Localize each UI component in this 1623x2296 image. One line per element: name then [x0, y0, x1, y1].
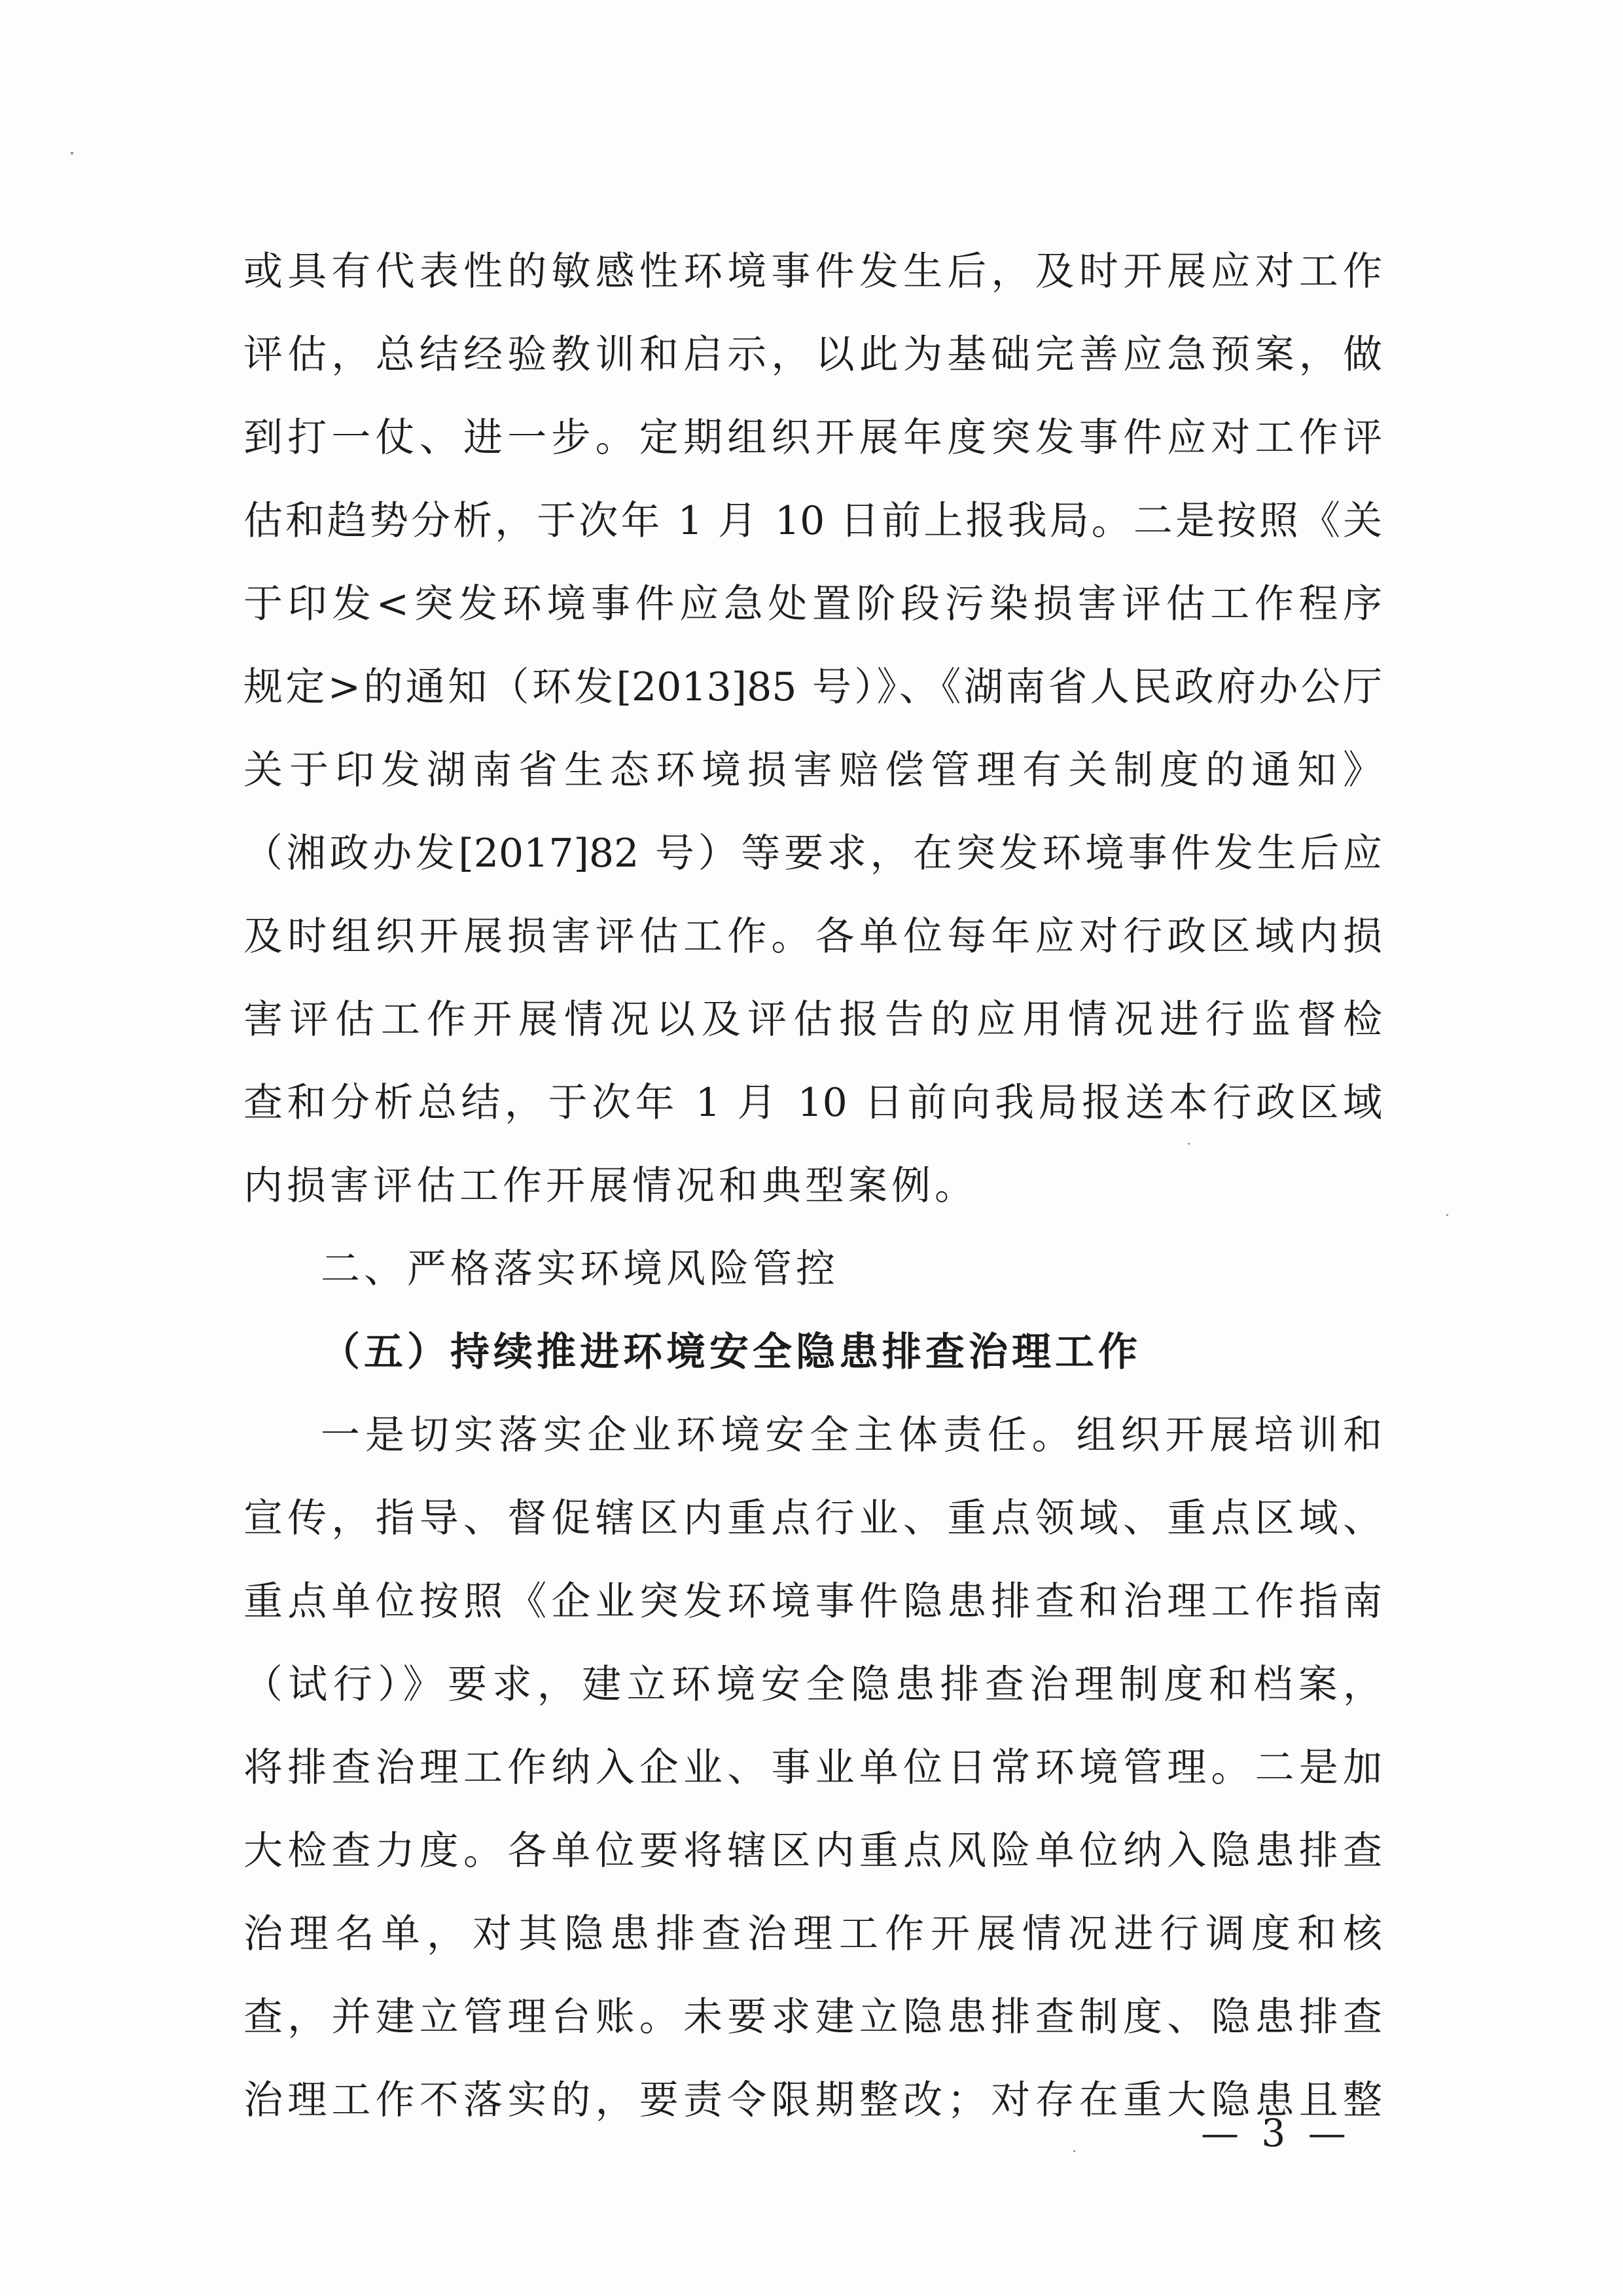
body-line-11: 查和分析总结，于次年 1 月 10 日前向我局报送本行政区域 — [243, 1080, 1382, 1126]
body-line-6: 规定>的通知（环发[2013]85 号）》、《湖南省人民政府办公厅 — [243, 664, 1382, 710]
body2-line-8: 查，并建立管理台账。未要求建立隐患排查制度、隐患排查 — [243, 1994, 1382, 2040]
body-line-1: 或具有代表性的敏感性环境事件发生后，及时开展应对工作 — [243, 249, 1382, 295]
body-line-7: 关于印发湖南省生态环境损害赔偿管理有关制度的通知》 — [243, 747, 1382, 793]
scan-speck — [1446, 1214, 1448, 1216]
body-line-5: 于印发<突发环境事件应急处置阶段污染损害评估工作程序 — [243, 581, 1382, 627]
body2-line-1: 一是切实落实企业环境安全主体责任。组织开展培训和 — [321, 1412, 1382, 1458]
body2-line-3: 重点单位按照《企业突发环境事件隐患排查和治理工作指南 — [243, 1579, 1382, 1624]
body-line-9: 及时组织开展损害评估工作。各单位每年应对行政区域内损 — [243, 914, 1382, 960]
subsection-heading: （五）持续推进环境安全隐患排查治理工作 — [321, 1329, 1141, 1375]
body-line-10: 害评估工作开展情况以及评估报告的应用情况进行监督检 — [243, 997, 1382, 1043]
body-line-4: 估和趋势分析，于次年 1 月 10 日前上报我局。二是按照《关 — [243, 498, 1382, 544]
body-line-8: （湘政办发[2017]82 号）等要求，在突发环境事件发生后应 — [243, 831, 1382, 876]
scan-speck — [1188, 1143, 1190, 1145]
body-line-2: 评估，总结经验教训和启示，以此为基础完善应急预案，做 — [243, 332, 1382, 378]
body2-line-7: 治理名单，对其隐患排查治理工作开展情况进行调度和核 — [243, 1911, 1382, 1957]
body2-line-5: 将排查治理工作纳入企业、事业单位日常环境管理。二是加 — [243, 1745, 1382, 1791]
body2-line-9: 治理工作不落实的，要责令限期整改；对存在重大隐患且整 — [243, 2077, 1382, 2123]
body2-line-4: （试行）》要求，建立环境安全隐患排查治理制度和档案， — [243, 1662, 1382, 1708]
body2-line-2: 宣传，指导、督促辖区内重点行业、重点领域、重点区域、 — [243, 1496, 1382, 1541]
scan-speck — [71, 152, 73, 154]
body2-line-6: 大检查力度。各单位要将辖区内重点风险单位纳入隐患排查 — [243, 1828, 1382, 1874]
section-heading: 二、严格落实环境风险管控 — [321, 1246, 839, 1292]
scan-speck — [1073, 2150, 1075, 2152]
body-line-3: 到打一仗、进一步。定期组织开展年度突发事件应对工作评 — [243, 415, 1382, 461]
body-line-12: 内损害评估工作开展情况和典型案例。 — [243, 1163, 978, 1209]
page-number: — 3 — — [1201, 2111, 1351, 2155]
